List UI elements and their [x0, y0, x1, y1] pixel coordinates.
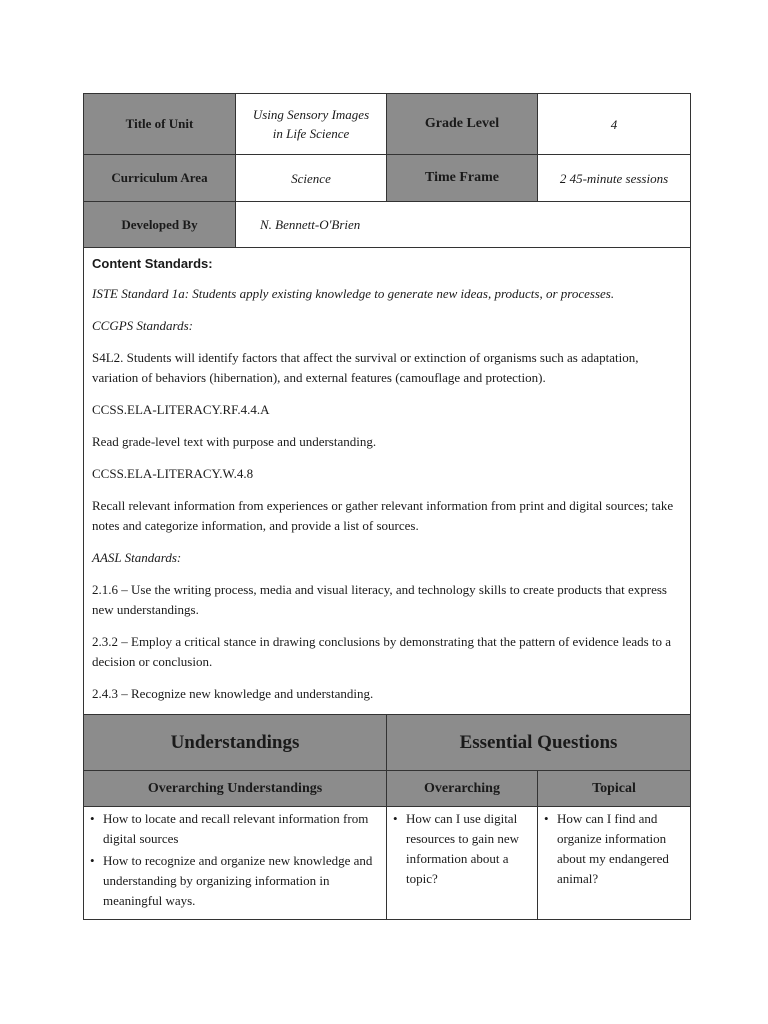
title-of-unit-value — [236, 94, 387, 155]
content-standards-cell — [84, 248, 691, 715]
grade-level-value: 4 — [538, 94, 691, 155]
bullet-row — [84, 807, 691, 920]
curriculum-area-label: Curriculum Area — [84, 155, 236, 202]
topical-questions-cell — [538, 807, 691, 920]
title-line-1: Using Sensory Images — [252, 107, 370, 122]
time-frame-value: 2 45-minute sessions — [538, 155, 691, 202]
understandings-heading: Understandings — [84, 715, 387, 771]
understandings-list — [88, 809, 380, 911]
list-item: • How to recognize and organize new knowledge and understanding by organizing information in meaningful ways. — [88, 851, 380, 911]
subheading-row — [84, 771, 691, 807]
content-standards-row — [84, 248, 691, 715]
developed-by-label: Developed By — [84, 202, 236, 248]
aasl-2-3-2: 2.3.2 – Employ a critical stance in drawing conclusions by demonstrating that the pattern of evidence leads to a decision or conclusion. — [92, 634, 672, 669]
essential-questions-heading: Essential Questions — [387, 715, 691, 771]
time-frame-label: Time Frame — [387, 155, 538, 202]
grade-level-label: Grade Level — [387, 94, 538, 155]
developed-by-value: N. Bennett-O'Brien — [236, 202, 691, 248]
list-item: • How can I use digital resources to gain new information about a topic? — [391, 809, 531, 889]
ccss-w-text: Recall relevant information from experiences or gather relevant information from print and digital sources; take notes and categorize information, and provide a list of sources. — [92, 498, 674, 533]
ccss-w-code: CCSS.ELA-LITERACY.W.4.8 — [92, 466, 254, 481]
ccss-rf-code: CCSS.ELA-LITERACY.RF.4.4.A — [92, 402, 270, 417]
title-of-unit-label: Title of Unit — [84, 94, 236, 155]
aasl-2-4-3: 2.4.3 – Recognize new knowledge and understanding. — [92, 686, 374, 701]
list-item: • How can I find and organize information about my endangered animal? — [542, 809, 684, 889]
aasl-2-1-6: 2.1.6 – Use the writing process, media and visual literacy, and technology skills to create products that express new understandings. — [92, 582, 667, 617]
content-standards-heading: Content Standards: — [92, 256, 213, 271]
overarching-questions-cell — [387, 807, 538, 920]
header-row-curriculum — [84, 155, 691, 202]
title-line-2: in Life Science — [272, 126, 350, 141]
ccss-rf-text: Read grade-level text with purpose and understanding. — [92, 434, 377, 449]
list-item: • How to locate and recall relevant information from digital sources — [88, 809, 380, 849]
header-row-developer — [84, 202, 691, 248]
understandings-list-cell — [84, 807, 387, 920]
iste-standard: ISTE Standard 1a: Students apply existing knowledge to generate new ideas, products, or processes. — [92, 286, 615, 301]
aasl-heading: AASL Standards: — [92, 550, 182, 565]
unit-plan-table — [83, 93, 691, 920]
overarching-questions-heading: Overarching — [387, 771, 538, 807]
s4l2-standard: S4L2. Students will identify factors that affect the survival or extinction of organisms such as adaptation, variation of behaviors (hibernation), and external features (camouflage and protection). — [92, 350, 639, 385]
overarching-understandings-heading: Overarching Understandings — [84, 771, 387, 807]
ccgps-heading: CCGPS Standards: — [92, 318, 193, 333]
section-heading-row — [84, 715, 691, 771]
overarching-questions-list — [391, 809, 531, 889]
header-row-title — [84, 94, 691, 155]
topical-questions-list — [542, 809, 684, 889]
curriculum-area-value: Science — [236, 155, 387, 202]
topical-questions-heading: Topical — [538, 771, 691, 807]
